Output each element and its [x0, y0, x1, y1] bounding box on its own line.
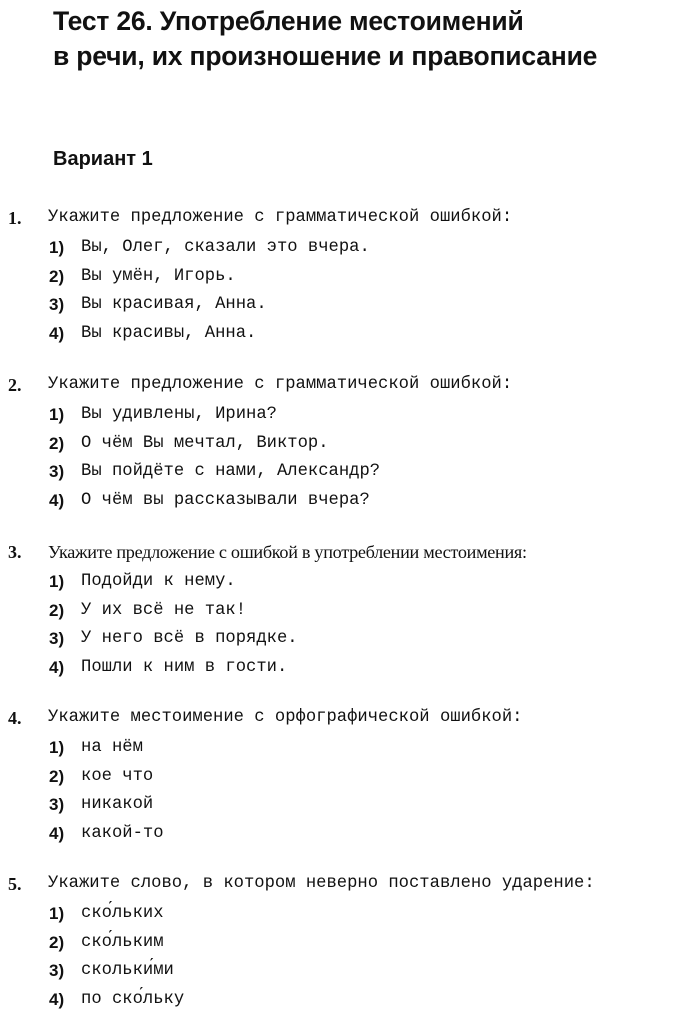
answer-option[interactable] — [0, 569, 673, 598]
answer-option[interactable] — [0, 901, 673, 930]
title-line-2: в речи, их произношение и правописание — [53, 41, 598, 71]
answer-option[interactable] — [0, 292, 673, 321]
answer-option[interactable] — [0, 792, 673, 821]
answer-option[interactable] — [0, 488, 673, 517]
option-number: 4) — [49, 823, 65, 843]
option-text: Вы пойдёте с нами, Александр? — [81, 462, 381, 482]
option-text: Пошли к ним в гости. — [81, 657, 288, 677]
option-number: 3) — [49, 629, 65, 649]
answer-options — [0, 569, 673, 683]
option-number: 1) — [49, 738, 65, 757]
option-text: О чём вы рассказывали вчера? — [81, 490, 370, 510]
answer-option[interactable] — [0, 958, 673, 987]
answer-options — [0, 402, 673, 516]
answer-options — [0, 735, 673, 849]
answer-option[interactable] — [0, 321, 673, 350]
answer-option[interactable] — [0, 930, 673, 959]
answer-option[interactable] — [0, 987, 673, 1016]
answer-option[interactable] — [0, 735, 673, 764]
option-text: Вы удивлены, Ирина? — [81, 405, 277, 424]
option-text: на нём — [81, 738, 143, 757]
question-text: Укажите слово, в котором неверно поставлено ударение: — [48, 874, 595, 893]
answer-option[interactable] — [0, 431, 673, 460]
answer-option[interactable] — [0, 264, 673, 293]
answer-option[interactable] — [0, 235, 673, 264]
answer-option[interactable] — [0, 598, 673, 627]
option-number: 3) — [49, 295, 65, 315]
option-text: У их всё не так! — [81, 600, 247, 620]
answer-option[interactable] — [0, 459, 673, 488]
option-number: 1) — [49, 904, 65, 923]
option-text: кое что — [81, 766, 154, 786]
option-number: 3) — [49, 961, 65, 981]
option-text: никакой — [81, 795, 154, 815]
answer-option[interactable] — [0, 821, 673, 850]
answer-option[interactable] — [0, 764, 673, 793]
option-number: 1) — [49, 572, 65, 591]
answer-option[interactable] — [0, 402, 673, 431]
question-text: Укажите предложение с грамматической ошибкой: — [48, 375, 513, 394]
answer-option[interactable] — [0, 655, 673, 684]
question-number: 3. — [8, 542, 22, 562]
option-text: Подойди к нему. — [81, 572, 236, 591]
option-number: 2) — [49, 433, 65, 453]
option-text: Вы красивая, Анна. — [81, 295, 267, 315]
question-number: 4. — [8, 708, 22, 728]
option-number: 4) — [49, 490, 65, 510]
question-text: Укажите предложение с ошибкой в употреблении местоимения: — [48, 542, 527, 562]
option-number: 1) — [49, 405, 65, 424]
option-number: 3) — [49, 795, 65, 815]
option-number: 4) — [49, 323, 65, 343]
option-text: Вы умён, Игорь. — [81, 266, 236, 286]
option-number: 2) — [49, 766, 65, 786]
option-text: скольки́ми — [81, 961, 174, 981]
option-text: ско́льким — [81, 932, 164, 952]
option-text: ско́льких — [81, 904, 164, 923]
option-number: 4) — [49, 657, 65, 677]
variant-heading: Вариант 1 — [53, 148, 153, 170]
title-line-1: Тест 26. Употребление местоимений — [53, 6, 524, 36]
question-number: 2. — [8, 375, 22, 395]
option-text: У него всё в порядке. — [81, 629, 298, 649]
option-text: по ско́льку — [81, 989, 185, 1009]
question-text: Укажите местоимение с орфографической ошибкой: — [48, 708, 523, 727]
answer-options — [0, 901, 673, 1015]
question-number: 5. — [8, 874, 22, 894]
option-number: 2) — [49, 266, 65, 286]
option-number: 2) — [49, 600, 65, 620]
answer-option[interactable] — [0, 626, 673, 655]
option-text: Вы красивы, Анна. — [81, 323, 257, 343]
option-number: 2) — [49, 932, 65, 952]
option-number: 4) — [49, 989, 65, 1009]
option-text: О чём Вы мечтал, Виктор. — [81, 433, 329, 453]
answer-options — [0, 235, 673, 349]
option-number: 1) — [49, 238, 65, 257]
option-text: какой-то — [81, 823, 164, 843]
question-text: Укажите предложение с грамматической ошибкой: — [48, 208, 513, 227]
page-title — [53, 4, 663, 74]
question-number: 1. — [8, 208, 22, 228]
option-text: Вы, Олег, сказали это вчера. — [81, 238, 370, 257]
option-number: 3) — [49, 462, 65, 482]
